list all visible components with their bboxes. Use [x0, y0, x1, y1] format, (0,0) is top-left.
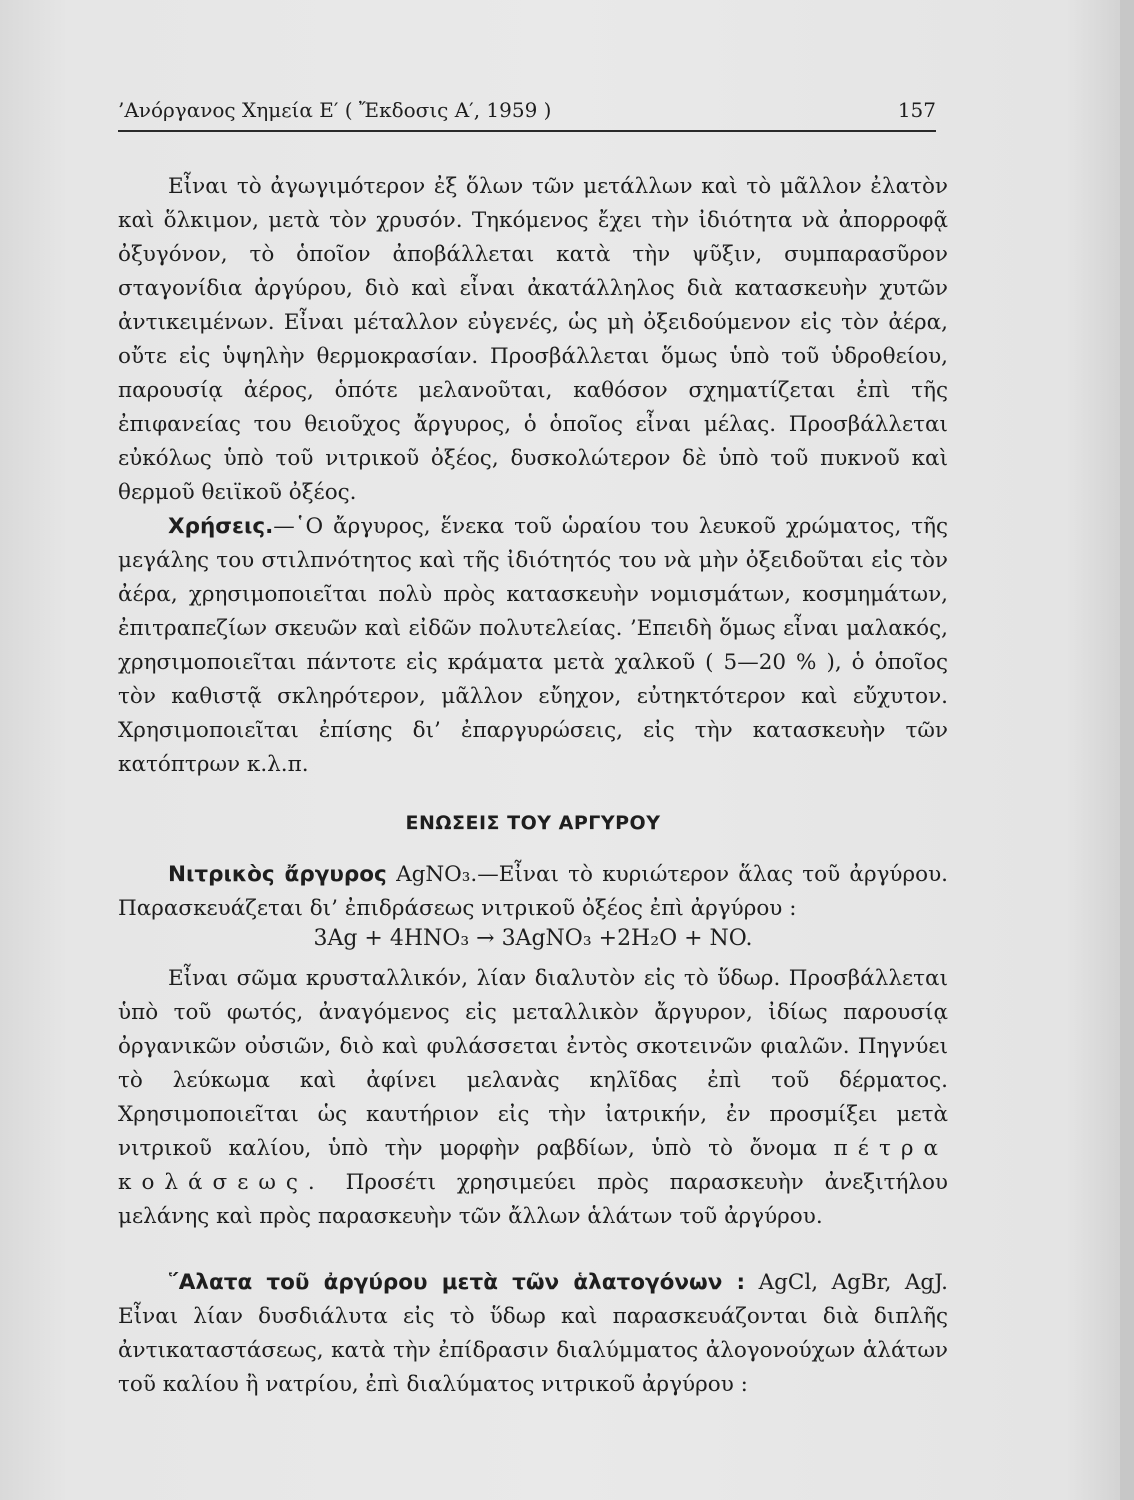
paragraph-halides-text: AgCl, AgBr, AgJ. Εἶναι λίαν δυσδιάλυτα εἰς τὸ ὕδωρ καὶ παρασκευάζονται διὰ διπλῆς ἀντικαταστάσεως, κατὰ τὴν ἐπίδρασιν διαλύμματος ἀλογονούχων ἁλάτων τοῦ καλίου ἢ νατρίου, ἐπὶ διαλύματος νιτρικοῦ ἀργύρου : — [118, 1270, 948, 1397]
paragraph-uses — [118, 510, 948, 782]
paragraph-halides — [118, 1266, 948, 1402]
silver-nitrate-heading: Νιτρικὸς ἄργυρος — [168, 862, 387, 887]
paragraph-silver-nitrate — [118, 858, 948, 926]
halides-heading: ῞Αλατα τοῦ ἀργύρου μετὰ τῶν ἁλατογόνων : — [168, 1270, 746, 1295]
page-edge-shadow — [1120, 0, 1134, 1500]
page-number: 157 — [897, 98, 936, 122]
silver-nitrate-formula: AgNO₃. — [396, 862, 478, 887]
spaced-term: πέτρα κολάσεως. — [118, 1136, 948, 1195]
paragraph-properties-text: Εἶναι τὸ ἀγωγιμότερον ἐξ ὅλων τῶν μετάλλων καὶ τὸ μᾶλλον ἐλατὸν καὶ ὅλκιμον, μετὰ τὸν χρυσόν. Τηκόμενος ἔχει τὴν ἰδιότητα νὰ ἀπορροφᾷ ὀξυγόνον, τὸ ὁποῖον ἀποβάλλεται κατὰ τὴν ψῦξιν, συμπαρασῦρον σταγονίδια ἀργύρου, διὸ καὶ εἶναι ἀκατάλληλος διὰ κατασκευὴν χυτῶν ἀντικειμένων. Εἶναι μέταλλον εὐγενές, ὡς μὴ ὀξειδούμενον εἰς τὸν ἀέρα, οὔτε εἰς ὑψηλὴν θερμοκρασίαν. Προσβάλλεται ὅμως ὑπὸ τοῦ ὑδροθείου, παρουσίᾳ ἀέρος, ὁπότε μελανοῦται, καθόσον σχηματίζεται ἐπὶ τῆς ἐπιφανείας του θειοῦχος ἄργυρος, ὁ ὁποῖος εἶναι μέλας. Προσβάλλεται εὐκόλως ὑπὸ τοῦ νιτρικοῦ ὀξέος, δυσκολώτερον δὲ ὑπὸ τοῦ πυκνοῦ καὶ θερμοῦ θειϊκοῦ ὀξέος. — [118, 174, 948, 505]
paragraph-nitrate-properties-text: Εἶναι σῶμα κρυσταλλικόν, λίαν διαλυτὸν εἰς τὸ ὕδωρ. Προσβάλλεται ὑπὸ τοῦ φωτός, ἀναγόμενος εἰς μεταλλικὸν ἄργυρον, ἰδίως παρουσίᾳ ὀργανικῶν οὐσιῶν, διὸ καὶ φυλάσσεται ἐντὸς σκοτεινῶν φιαλῶν. Πηγνύει τὸ λεύκωμα καὶ ἀφίνει μελανὰς κηλῖδας ἐπὶ τοῦ δέρματος. Χρησιμοποιεῖται ὡς καυτήριον εἰς τὴν ἰατρικήν, ἐν προσμίξει μετὰ νιτρικοῦ καλίου, ὑπὸ τὴν μορφὴν ραβδίων, ὑπὸ τὸ ὄνομα — [118, 966, 948, 1161]
uses-heading: Χρήσεις. — [168, 514, 274, 539]
section-title: ΕΝΩΣΕΙΣ ΤΟΥ ΑΡΓΥΡΟΥ — [405, 812, 661, 834]
header-title: ’Ανόργανος Χημεία Ε′ ( Ἔκδοσις Α′, 1959 ) — [118, 98, 552, 122]
paragraph-uses-text: —῾Ο ἄργυρος, ἕνεκα τοῦ ὡραίου του λευκοῦ χρώματος, τῆς μεγάλης του στιλπνότητος καὶ τῆς ἰδιότητός του νὰ μὴν ὀξειδοῦται εἰς τὸν ἀέρα, χρησιμοποιεῖται πολὺ πρὸς κατασκευὴν νομισμάτων, κοσμημάτων, ἐπιτραπεζίων σκευῶν καὶ εἰδῶν πολυτελείας. ’Επειδὴ ὅμως εἶναι μαλακός, χρησιμοποιεῖται πάντοτε εἰς κράματα μετὰ χαλκοῦ ( 5—20 % ), ὁ ὁποῖος τὸν καθιστᾷ σκληρότερον, μᾶλλον εὔηχον, εὐτηκτότερον καὶ εὔχυτον. Χρησιμοποιεῖται ἐπίσης δι’ ἐπαργυρώσεις, εἰς τὴν κατασκευὴν τῶν κατόπτρων κ.λ.π. — [118, 514, 948, 777]
reaction-equation: 3Ag + 4HNO₃ → 3AgNO₃ +2H₂O + NO. — [313, 926, 753, 951]
paragraph-silver-nitrate-text: —Εἶναι τὸ κυριώτερον ἅλας τοῦ ἀργύρου. Παρασκευάζεται δι’ ἐπιδράσεως νιτρικοῦ ὀξέος ἐπὶ ἀργύρου : — [118, 862, 948, 921]
paragraph-nitrate-properties — [118, 962, 948, 1234]
paragraph-nitrate-properties-end: Προσέτι χρησιμεύει πρὸς παρασκευὴν ἀνεξιτήλου μελάνης καὶ πρὸς παρασκευὴν τῶν ἄλλων ἁλάτων τοῦ ἀργύρου. — [118, 1170, 948, 1229]
running-header — [118, 92, 936, 132]
paragraph-properties — [118, 170, 948, 510]
